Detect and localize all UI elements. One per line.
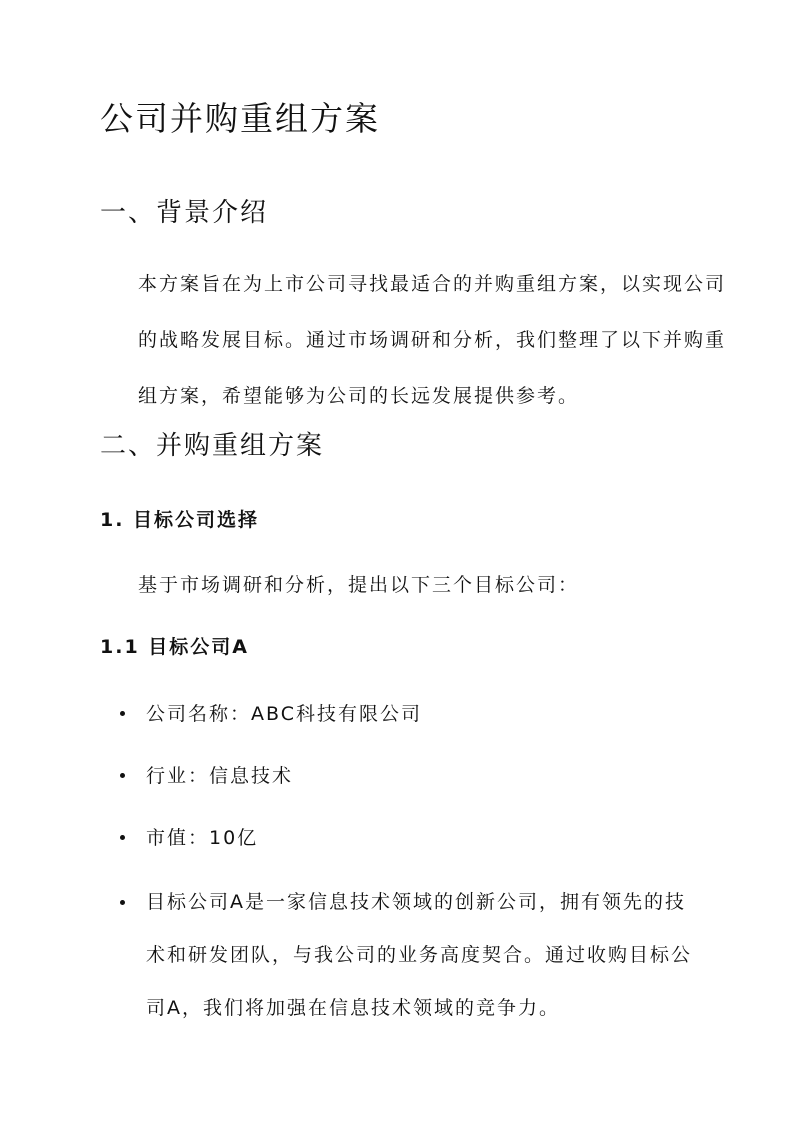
- bullet-icon: [120, 900, 125, 905]
- company-a-details-list: [100, 690, 700, 1049]
- background-paragraph: 本方案旨在为上市公司寻找最适合的并购重组方案，以实现公司的战略发展目标。通过市场调研和分析，我们整理了以下并购重组方案，希望能够为公司的长远发展提供参考。: [138, 273, 727, 407]
- subsection-heading-target-selection: 1. 目标公司选择: [100, 509, 260, 531]
- bullet-icon: [120, 711, 125, 716]
- market-value-text: 市值：10亿: [146, 827, 259, 849]
- bullet-icon: [120, 835, 125, 840]
- company-description-text: 目标公司A是一家信息技术领域的创新公司，拥有领先的技术和研发团队，与我公司的业务高度契合。通过收购目标公司A，我们将加强在信息技术领域的竞争力。: [146, 891, 693, 1019]
- section-heading-background: 一、背景介绍: [100, 198, 269, 228]
- document-title: 公司并购重组方案: [100, 99, 380, 138]
- list-item: [100, 752, 700, 800]
- section-heading-plan: 二、并购重组方案: [100, 431, 325, 461]
- list-item: [100, 876, 700, 1035]
- target-selection-paragraph: 基于市场调研和分析，提出以下三个目标公司：: [138, 574, 580, 596]
- industry-text: 行业：信息技术: [146, 765, 294, 787]
- subsection-heading-company-a: 1.1 目标公司A: [100, 636, 249, 658]
- list-item: [100, 690, 700, 738]
- bullet-icon: [120, 773, 125, 778]
- list-item: [100, 814, 700, 862]
- company-name-text: 公司名称：ABC科技有限公司: [146, 703, 422, 725]
